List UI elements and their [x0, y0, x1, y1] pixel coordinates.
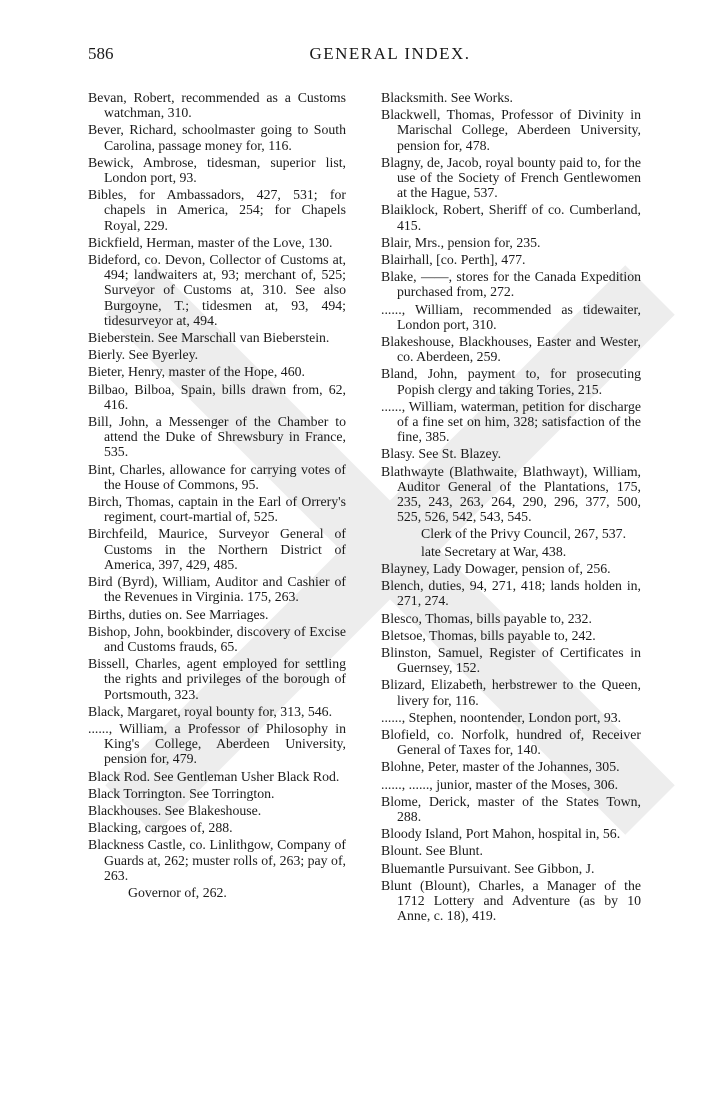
page-number: 586 [88, 44, 114, 63]
index-entry: Birchfeild, Maurice, Surveyor General of Customs in the Northern District of America, 397, 429, 485. [88, 526, 346, 572]
index-entry: Bierly. See Byerley. [88, 347, 199, 363]
index-entry: Bint, Charles, allowance for carrying votes of the House of Commons, 95. [88, 461, 346, 492]
page-header [88, 44, 692, 68]
index-entry: Blizard, Elizabeth, herbstrewer to the Queen, livery for, 116. [381, 677, 641, 708]
index-entry: Birch, Thomas, captain in the Earl of Orrery's regiment, court-martial of, 525. [88, 494, 346, 525]
index-entry: Bloody Island, Port Mahon, hospital in, 56. [381, 826, 621, 842]
index-entry: Bieberstein. See Marschall van Bieberstein. [88, 330, 330, 346]
index-entry: Blaiklock, Robert, Sheriff of co. Cumberland, 415. [381, 202, 641, 233]
index-entry: Bewick, Ambrose, tidesman, superior list, London port, 93. [88, 154, 346, 186]
index-entry: Bibles, for Ambassadors, 427, 531; for chapels in America, 254; for Chapels Royal, 229. [88, 187, 346, 233]
index-entry: Black Torrington. See Torrington. [88, 785, 275, 801]
index-entry: Bluemantle Pursuivant. See Gibbon, J. [381, 860, 595, 876]
index-entry: Bieter, Henry, master of the Hope, 460. [88, 364, 305, 380]
index-entry: Bill, John, a Messenger of the Chamber to attend the Duke of Shrewsbury in France, 535. [88, 414, 346, 460]
index-entry: Blathwayte (Blathwaite, Blathwayt), William, Auditor General of the Plantations, 175, 235, 243, 263, 264, 290, 296, 377, 500, 525, 526, 542, 543, 545. [381, 463, 641, 525]
index-entry: Blairhall, [co. Perth], 477. [381, 252, 526, 268]
index-entry: Bird (Byrd), William, Auditor and Cashier of the Revenues in Virginia. 175, 263. [88, 574, 346, 605]
index-entry: Blake, ——, stores for the Canada Expedition purchased from, 272. [381, 269, 641, 300]
index-entry: Blesco, Thomas, bills payable to, 232. [381, 610, 592, 626]
index-entry: Blofield, co. Norfolk, hundred of, Receiver General of Taxes for, 140. [381, 726, 641, 758]
index-subentry: late Secretary at War, 438. [421, 543, 567, 559]
index-entry: Blair, Mrs., pension for, 235. [381, 234, 541, 250]
index-entry: Blacking, cargoes of, 288. [88, 820, 233, 836]
index-entry: Blount. See Blunt. [381, 843, 483, 859]
index-entry: Births, duties on. See Marriages. [88, 606, 269, 622]
index-entry: Blackhouses. See Blakeshouse. [88, 802, 262, 818]
index-subentry: Clerk of the Privy Council, 267, 537. [421, 526, 627, 542]
index-entry: Bickfield, Herman, master of the Love, 130. [88, 234, 333, 250]
index-entry: Bland, John, payment to, for prosecuting Popish clergy and taking Tories, 215. [381, 366, 641, 397]
running-head-title: GENERAL INDEX. [309, 44, 471, 63]
index-entry: Blayney, Lady Dowager, pension of, 256. [381, 560, 611, 576]
index-subentry: Governor of, 262. [128, 884, 227, 900]
index-entry: Blench, duties, 94, 271, 418; lands holden in, 271, 274. [381, 578, 641, 609]
index-entry: Blakeshouse, Blackhouses, Easter and Wester, co. Aberdeen, 259. [381, 334, 641, 365]
index-entry: ......, William, a Professor of Philosophy in King's College, Aberdeen University, pension for, 479. [88, 720, 346, 767]
left-index-column [88, 90, 346, 902]
index-entry: Bever, Richard, schoolmaster going to South Carolina, passage money for, 116. [88, 122, 346, 153]
index-entry: ......, Stephen, noontender, London port, 93. [381, 709, 622, 725]
index-entry: Bideford, co. Devon, Collector of Customs at, 494; landwaiters at, 93; merchant of, 525; Surveyor of Customs at, 310. See also Burgoyne, T.; tidesmen at, 93, 494; tidesurveyor at, 494. [88, 252, 346, 328]
index-entry: Blackwell, Thomas, Professor of Divinity in Marischal College, Aberdeen University, pension for, 478. [381, 107, 641, 153]
index-entry: Blome, Derick, master of the States Town, 288. [381, 793, 641, 824]
index-entry: Blackness Castle, co. Linlithgow, Company of Guards at, 262; muster rolls of, 263; pay of, 263. [88, 837, 346, 883]
index-entry: ......, ......, junior, master of the Moses, 306. [381, 776, 619, 792]
index-entry: Blagny, de, Jacob, royal bounty paid to, for the use of the Society of French Gentlewomen at the Hague, 537. [381, 154, 641, 201]
index-entry: Blinston, Samuel, Register of Certificates in Guernsey, 152. [381, 644, 641, 676]
index-entry: Blohne, Peter, master of the Johannes, 305. [381, 759, 620, 775]
right-index-column [381, 90, 641, 925]
index-entry: Blunt (Blount), Charles, a Manager of the 1712 Lottery and Adventure (as by 10 Anne, c. 18), 419. [381, 877, 641, 924]
index-entry: ......, William, recommended as tidewaiter, London port, 310. [381, 301, 641, 332]
index-entry: ......, William, waterman, petition for discharge of a fine set on him, 328; satisfaction of the fine, 385. [381, 398, 641, 445]
index-entry: Bevan, Robert, recommended as a Customs watchman, 310. [88, 90, 346, 121]
index-entry: Black Rod. See Gentleman Usher Black Rod. [88, 768, 340, 784]
index-entry: Bilbao, Bilboa, Spain, bills drawn from, 62, 416. [88, 381, 346, 412]
index-entry: Blacksmith. See Works. [381, 90, 513, 105]
index-entry: Bishop, John, bookbinder, discovery of Excise and Customs frauds, 65. [88, 623, 346, 654]
index-entry: Black, Margaret, royal bounty for, 313, 546. [88, 703, 333, 719]
index-entry: Blasy. See St. Blazey. [381, 446, 502, 462]
index-entry: Bletsoe, Thomas, bills payable to, 242. [381, 627, 596, 643]
index-entry: Bissell, Charles, agent employed for settling the rights and privileges of the borough of Portsmouth, 323. [88, 656, 346, 702]
